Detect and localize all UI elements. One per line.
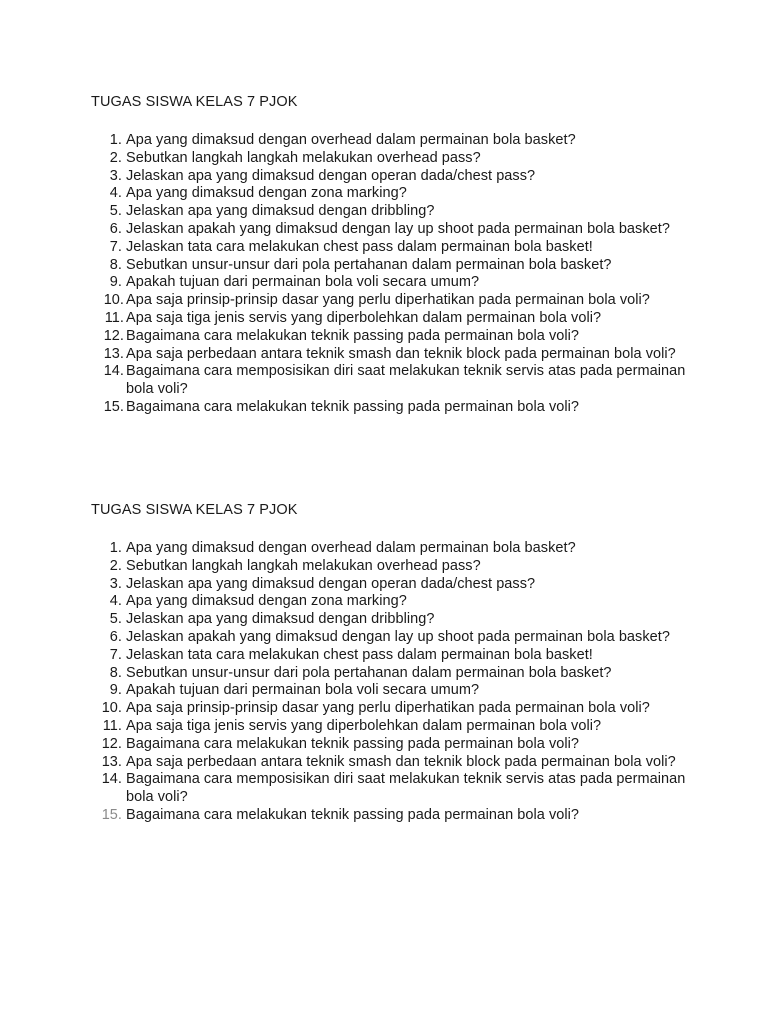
question-number: 4. <box>109 593 122 610</box>
question-item <box>91 718 691 736</box>
question-item <box>91 700 691 718</box>
question-text: Apakah tujuan dari permainan bola voli secara umum? <box>126 274 480 291</box>
question-item <box>91 239 691 257</box>
question-number: 3. <box>109 167 122 184</box>
question-text: Sebutkan unsur-unsur dari pola pertahanan dalam permainan bola basket? <box>126 256 612 273</box>
question-item <box>91 328 691 346</box>
question-item <box>91 611 691 629</box>
question-item <box>91 558 691 576</box>
question-text: Bagaimana cara melakukan teknik passing pada permainan bola voli? <box>126 398 580 415</box>
section-title: TUGAS SISWA KELAS 7 PJOK <box>91 502 298 518</box>
question-number: 7. <box>109 646 122 663</box>
question-number: 3. <box>109 575 122 592</box>
question-item <box>91 310 691 328</box>
question-item <box>91 274 691 292</box>
question-text: Sebutkan langkah langkah melakukan overhead pass? <box>126 149 481 166</box>
question-number: 10. <box>101 700 122 717</box>
question-text: Apa saja prinsip-prinsip dasar yang perlu diperhatikan pada permainan bola voli? <box>126 292 650 309</box>
question-text: Sebutkan langkah langkah melakukan overhead pass? <box>126 557 481 574</box>
question-number: 15. <box>101 806 122 823</box>
question-number: 10. <box>103 292 124 309</box>
question-number: 2. <box>109 149 122 166</box>
question-number: 14. <box>101 771 122 788</box>
question-text: Jelaskan apakah yang dimaksud dengan lay up shoot pada permainan bola basket? <box>126 220 670 237</box>
question-text: Jelaskan apakah yang dimaksud dengan lay up shoot pada permainan bola basket? <box>126 628 670 645</box>
question-item <box>91 754 691 772</box>
question-number: 12. <box>101 735 122 752</box>
question-number: 13. <box>101 753 122 770</box>
question-item <box>91 647 691 665</box>
question-text: Apa saja tiga jenis servis yang diperbolehkan dalam permainan bola voli? <box>126 717 602 734</box>
question-item <box>91 257 691 275</box>
question-number: 9. <box>109 274 122 291</box>
question-number: 13. <box>103 345 124 362</box>
question-text: Bagaimana cara memposisikan diri saat melakukan teknik servis atas pada permainan bola voli? <box>126 363 686 398</box>
question-number: 6. <box>109 220 122 237</box>
question-text: Apa yang dimaksud dengan zona marking? <box>126 185 407 202</box>
question-text: Apa yang dimaksud dengan zona marking? <box>126 593 407 610</box>
question-item <box>91 593 691 611</box>
question-text: Jelaskan tata cara melakukan chest pass dalam permainan bola basket! <box>126 646 593 663</box>
question-text: Apa saja prinsip-prinsip dasar yang perlu diperhatikan pada permainan bola voli? <box>126 700 650 717</box>
question-text: Jelaskan apa yang dimaksud dengan dribbling? <box>126 611 435 628</box>
question-item <box>91 185 691 203</box>
question-text: Bagaimana cara melakukan teknik passing pada permainan bola voli? <box>126 806 580 823</box>
question-item <box>91 665 691 683</box>
question-number: 14. <box>103 363 124 380</box>
question-text: Apa saja tiga jenis servis yang diperbolehkan dalam permainan bola voli? <box>126 309 602 326</box>
question-number: 1. <box>109 540 122 556</box>
question-text: Apa yang dimaksud dengan overhead dalam permainan bola basket? <box>126 540 576 556</box>
question-text: Apa yang dimaksud dengan overhead dalam permainan bola basket? <box>126 132 576 148</box>
question-item <box>91 292 691 310</box>
question-number: 6. <box>109 628 122 645</box>
question-number: 15. <box>103 398 124 415</box>
question-number: 11. <box>104 309 124 326</box>
question-text: Jelaskan apa yang dimaksud dengan operan dada/chest pass? <box>126 575 536 592</box>
question-number: 4. <box>109 185 122 202</box>
question-list <box>91 132 691 417</box>
question-item <box>91 221 691 239</box>
question-item <box>91 363 691 399</box>
question-number: 8. <box>109 664 122 681</box>
question-item <box>91 346 691 364</box>
question-number: 11. <box>102 717 122 734</box>
question-text: Sebutkan unsur-unsur dari pola pertahanan dalam permainan bola basket? <box>126 664 612 681</box>
question-item <box>91 168 691 186</box>
question-number: 1. <box>109 132 122 148</box>
question-text: Apakah tujuan dari permainan bola voli secara umum? <box>126 682 480 699</box>
question-number: 5. <box>109 203 122 220</box>
question-item <box>91 771 691 807</box>
question-number: 5. <box>109 611 122 628</box>
question-item <box>91 132 691 150</box>
question-item <box>91 736 691 754</box>
assignment-section-2 <box>91 501 691 825</box>
question-text: Jelaskan tata cara melakukan chest pass dalam permainan bola basket! <box>126 238 593 255</box>
question-item <box>91 540 691 558</box>
question-item <box>91 682 691 700</box>
question-number: 7. <box>109 238 122 255</box>
question-number: 8. <box>109 256 122 273</box>
question-item <box>91 203 691 221</box>
question-list <box>91 540 691 825</box>
question-number: 2. <box>109 557 122 574</box>
question-text: Jelaskan apa yang dimaksud dengan dribbling? <box>126 203 435 220</box>
question-number: 12. <box>103 327 124 344</box>
question-text: Bagaimana cara melakukan teknik passing pada permainan bola voli? <box>126 735 580 752</box>
question-text: Apa saja perbedaan antara teknik smash dan teknik block pada permainan bola voli? <box>126 345 676 362</box>
question-item <box>91 576 691 594</box>
question-item <box>91 150 691 168</box>
assignment-section-1 <box>91 93 691 417</box>
question-text: Bagaimana cara melakukan teknik passing pada permainan bola voli? <box>126 327 580 344</box>
section-title: TUGAS SISWA KELAS 7 PJOK <box>91 94 298 110</box>
question-text: Apa saja perbedaan antara teknik smash dan teknik block pada permainan bola voli? <box>126 753 676 770</box>
question-number: 9. <box>109 682 122 699</box>
question-item <box>91 807 691 825</box>
question-item <box>91 399 691 417</box>
question-text: Bagaimana cara memposisikan diri saat melakukan teknik servis atas pada permainan bola voli? <box>126 771 686 806</box>
question-text: Jelaskan apa yang dimaksud dengan operan dada/chest pass? <box>126 167 536 184</box>
question-item <box>91 629 691 647</box>
